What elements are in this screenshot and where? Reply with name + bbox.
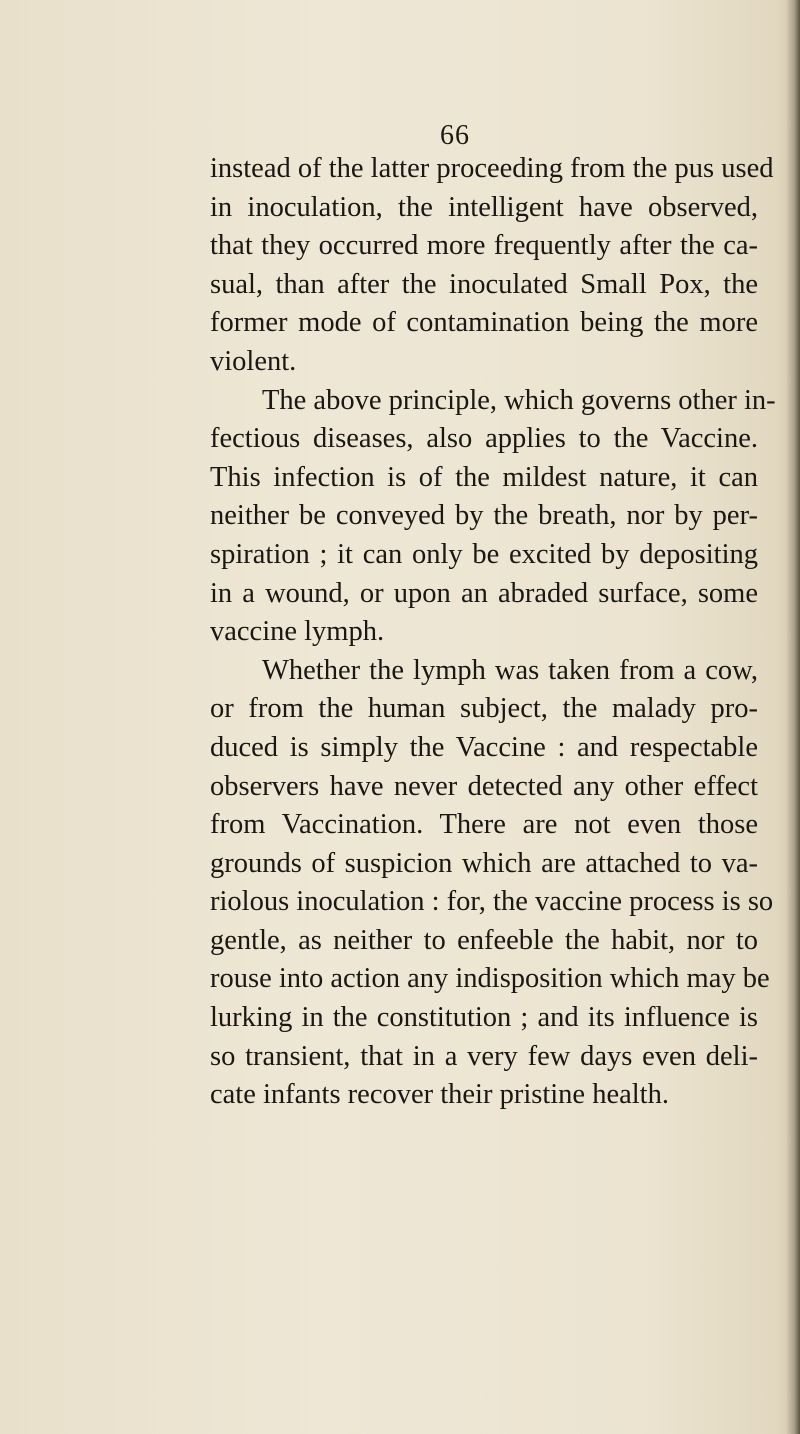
text-line: duced is simply the Vaccine : and respectable: [210, 731, 758, 763]
page-edge-shadow: [786, 0, 800, 1434]
text-line: or from the human subject, the malady pro-: [210, 693, 758, 725]
text-line: so transient, that in a very few days even deli-: [210, 1040, 758, 1072]
text-line: fectious diseases, also applies to the Vaccine.: [210, 423, 758, 455]
text-line: neither be conveyed by the breath, nor by per-: [210, 500, 758, 532]
text-line: that they occurred more frequently after the ca-: [210, 230, 758, 262]
text-line: cate infants recover their pristine health.: [210, 1079, 669, 1111]
text-line: This infection is of the mildest nature, it can: [210, 461, 758, 493]
text-line: rouse into action any indisposition which may be: [210, 963, 770, 995]
text-line: lurking in the constitution ; and its influence is: [210, 1002, 758, 1034]
text-line: instead of the latter proceeding from the pus used: [210, 153, 774, 184]
text-line: violent.: [210, 345, 297, 377]
text-line: vaccine lymph.: [210, 616, 385, 648]
text-line: sual, than after the inoculated Small Pox, the: [210, 268, 758, 300]
text-line: former mode of contamination being the more: [210, 307, 758, 339]
text-line: spiration ; it can only be excited by depositing: [210, 538, 758, 570]
text-line: observers have never detected any other effect: [210, 770, 758, 802]
text-line: in inoculation, the intelligent have observed,: [210, 191, 758, 223]
body-text: [210, 150, 776, 1115]
page-number: 66: [440, 120, 470, 151]
text-line: riolous inoculation : for, the vaccine process is so: [210, 886, 774, 918]
text-line: grounds of suspicion which are attached to va-: [210, 847, 758, 879]
text-line: in a wound, or upon an abraded surface, some: [210, 577, 758, 609]
text-line: from Vaccination. There are not even those: [210, 809, 758, 841]
text-line: The above principle, which governs other in-: [262, 384, 776, 416]
text-line: gentle, as neither to enfeeble the habit, nor to: [210, 924, 758, 956]
text-line: Whether the lymph was taken from a cow,: [262, 654, 758, 686]
